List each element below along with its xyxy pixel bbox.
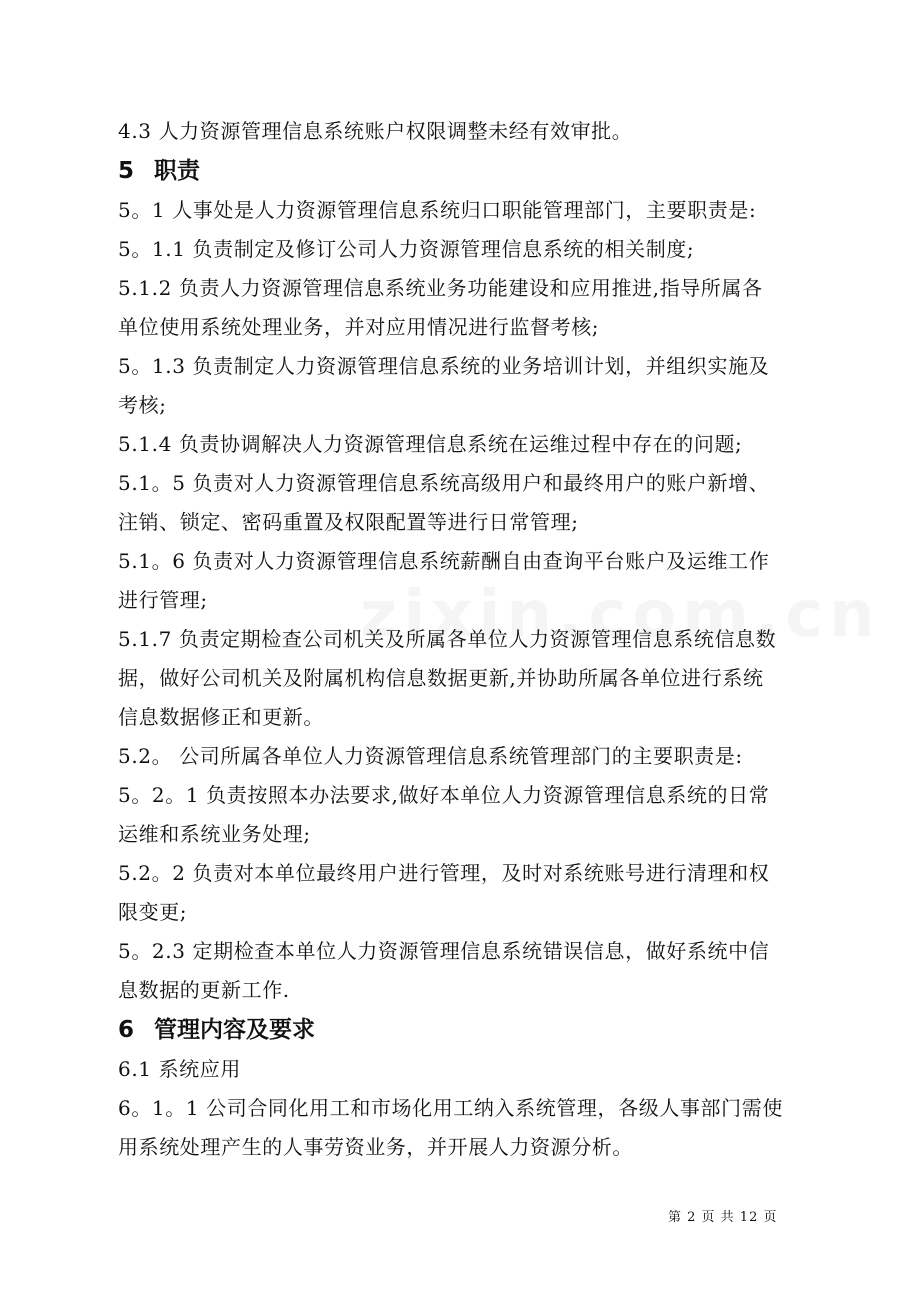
text-line: 5.1。5 负责对人力资源管理信息系统高级用户和最终用户的账户新增、 (118, 471, 770, 495)
page-footer: 第 2 页 共 12 页 (668, 1210, 778, 1225)
section-title: 职责 (154, 158, 200, 184)
text-line: 5.1.2 负责人力资源管理信息系统业务功能建设和应用推进,指导所属各 (118, 276, 763, 300)
text-line: 5.2。 公司所属各单位人力资源管理信息系统管理部门的主要职责是: (118, 744, 743, 768)
text-line: 4.3 人力资源管理信息系统账户权限调整未经有效审批。 (118, 119, 633, 143)
text-line: 5。1.1 负责制定及修订公司人力资源管理信息系统的相关制度; (118, 237, 695, 261)
text-line: 用系统处理产生的人事劳资业务，并开展人力资源分析。 (118, 1135, 633, 1159)
text-line: 考核; (118, 393, 167, 417)
text-line: 息数据的更新工作. (118, 978, 290, 1002)
text-line: 6.1 系统应用 (118, 1057, 241, 1081)
text-line: 运维和系统业务处理; (118, 822, 311, 846)
text-line: 单位使用系统处理业务，并对应用情况进行监督考核; (118, 315, 600, 339)
text-line: 5.2。2 负责对本单位最终用户进行管理，及时对系统账号进行清理和权 (118, 861, 770, 885)
text-line: 6。1。1 公司合同化用工和市场化用工纳入系统管理，各级人事部门需使 (118, 1096, 783, 1120)
text-line: 5.1.4 负责协调解决人力资源管理信息系统在运维过程中存在的问题; (118, 432, 743, 456)
text-line: 5。1 人事处是人力资源管理信息系统归口职能管理部门，主要职责是: (118, 198, 757, 222)
section-heading (118, 151, 808, 191)
text-line: 信息数据修正和更新。 (118, 705, 324, 729)
section-number: 6 (118, 1017, 135, 1043)
text-line: 5.1。6 负责对人力资源管理信息系统薪酬自由查询平台账户及运维工作 (118, 549, 770, 573)
document-body (118, 112, 808, 1167)
text-line: 5。2。1 负责按照本办法要求,做好本单位人力资源管理信息系统的日常 (118, 783, 770, 807)
text-line: 注销、锁定、密码重置及权限配置等进行日常管理; (118, 510, 579, 534)
text-line: 限变更; (118, 900, 188, 924)
section-number: 5 (118, 158, 135, 184)
section-title: 管理内容及要求 (154, 1017, 315, 1043)
text-line: 5。2.3 定期检查本单位人力资源管理信息系统错误信息，做好系统中信 (118, 939, 770, 963)
text-line: 据，做好公司机关及附属机构信息数据更新,并协助所属各单位进行系统 (118, 666, 764, 690)
section-heading (118, 1010, 808, 1050)
text-line: 进行管理; (118, 588, 208, 612)
text-line: 5。1.3 负责制定人力资源管理信息系统的业务培训计划，并组织实施及 (118, 354, 770, 378)
text-line: 5.1.7 负责定期检查公司机关及所属各单位人力资源管理信息系统信息数 (118, 627, 777, 651)
